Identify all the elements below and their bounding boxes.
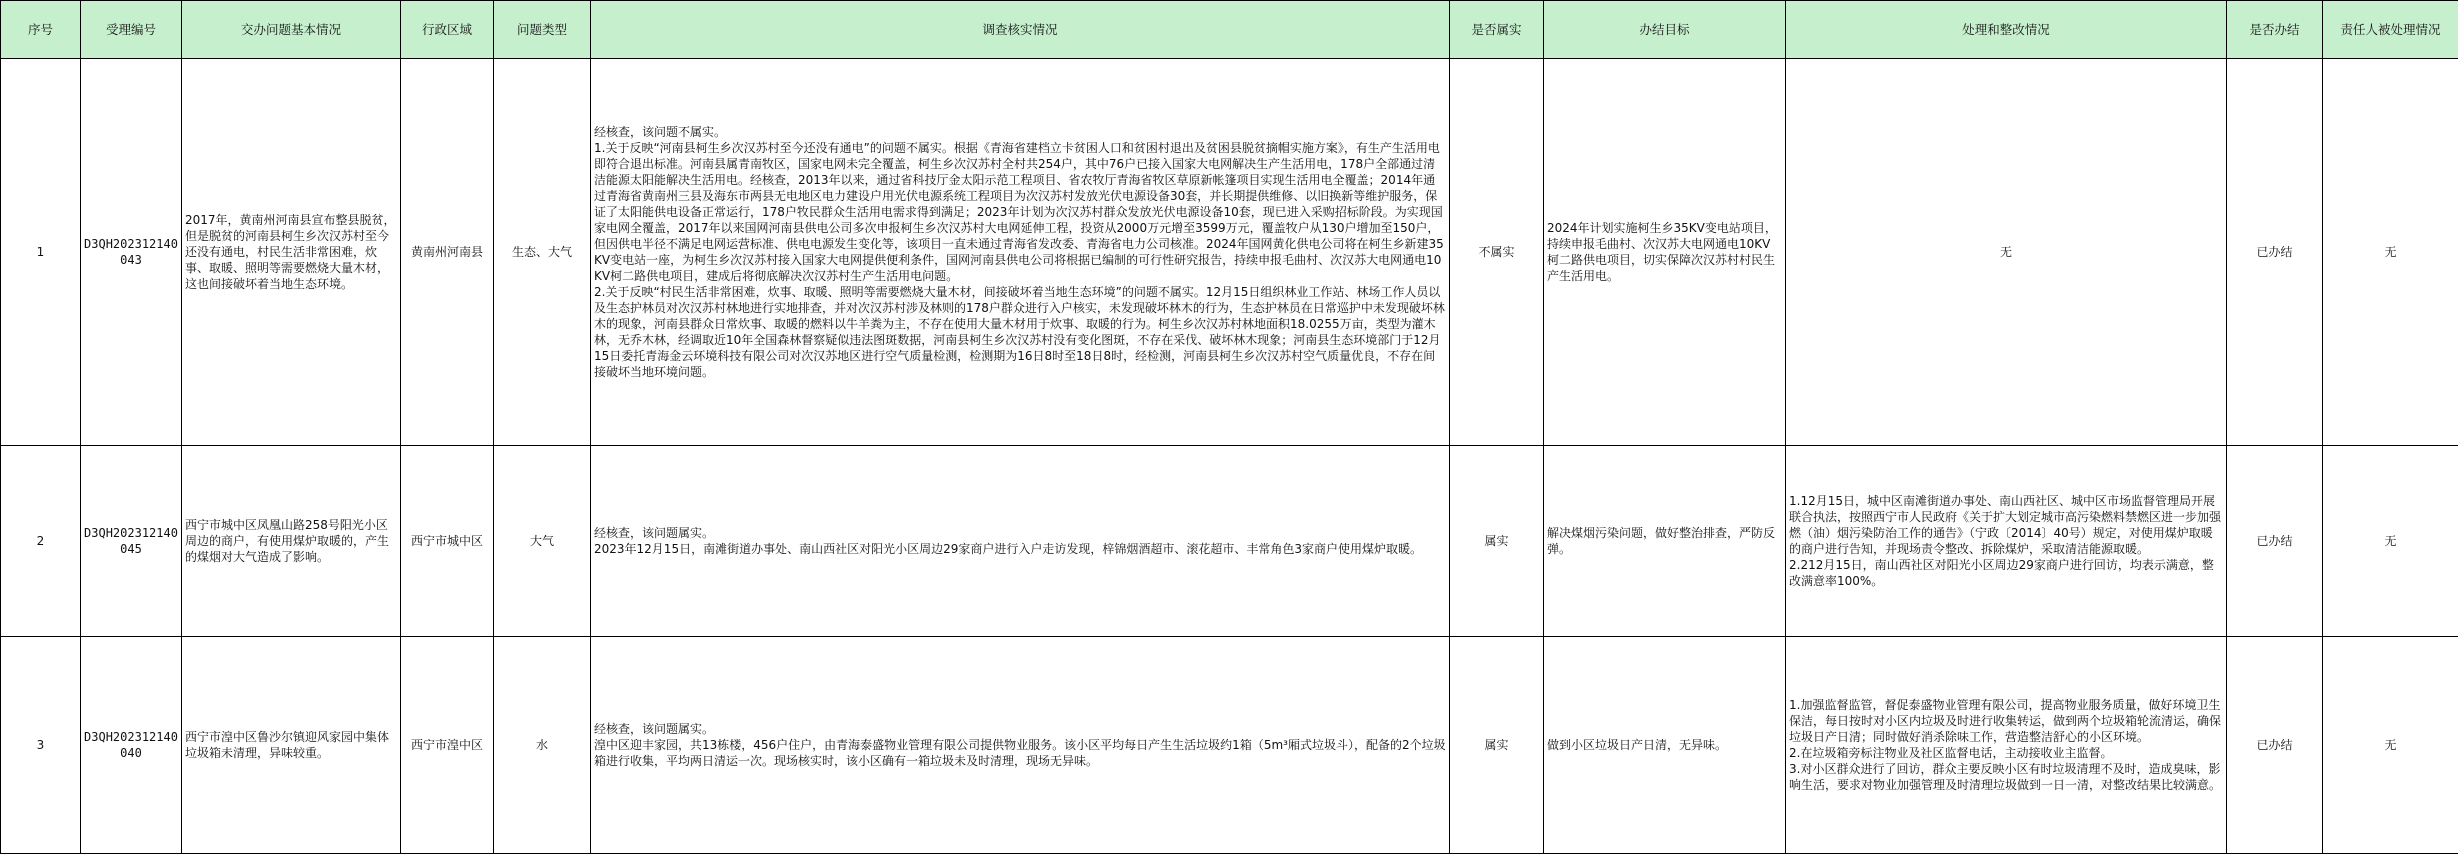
header-region: 行政区域 <box>401 1 494 59</box>
handling-line: 2.在垃圾箱旁标注物业及社区监督电话，主动接收业主监督。 <box>1789 745 2223 761</box>
cell-goal: 2024年计划实施柯生乡35KV变电站项目，持续申报毛曲村、次汉苏大电网通电10KV柯二路供电项目，切实保障次汉苏村村民生产生活用电。 <box>1544 59 1786 446</box>
table-row <box>1 446 2458 637</box>
header-handling: 处理和整改情况 <box>1786 1 2227 59</box>
cell-type: 生态、大气 <box>494 59 591 446</box>
cell-investigation <box>591 637 1450 854</box>
header-id: 受理编号 <box>81 1 182 59</box>
investigation-line: 2023年12月15日，南滩街道办事处、南山西社区对阳光小区周边29家商户进行入户走访发现，梓锦烟酒超市、滚花超市、丰常角色3家商户使用煤炉取暖。 <box>594 541 1446 557</box>
header-done: 是否办结 <box>2227 1 2323 59</box>
cell-issue: 西宁市湟中区鲁沙尔镇迎风家园中集体垃圾箱未清理，异味较重。 <box>182 637 401 854</box>
cell-true: 属实 <box>1450 637 1544 854</box>
cell-goal: 做到小区垃圾日产日清，无异味。 <box>1544 637 1786 854</box>
cell-no: 1 <box>1 59 81 446</box>
cell-punish: 无 <box>2323 59 2458 446</box>
handling-line: 1.12月15日，城中区南滩街道办事处、南山西社区、城中区市场监督管理局开展联合执法，按照西宁市人民政府《关于扩大划定城市高污染燃料禁燃区进一步加强燃（油）烟污染防治工作的通告》（宁政〔2014〕40号）规定，对使用煤炉取暖的商户进行告知，并现场责令整改、拆除煤炉，采取清洁能源取暖。 <box>1789 493 2223 557</box>
header-row <box>1 1 2458 59</box>
investigation-line: 湟中区迎丰家园，共13栋楼，456户住户，由青海泰盛物业管理有限公司提供物业服务。该小区平均每日产生生活垃圾约1箱（5m³厢式垃圾斗），配备的2个垃圾箱进行收集，平均两日清运一次。现场核实时，该小区确有一箱垃圾未及时清理，现场无异味。 <box>594 737 1446 769</box>
investigation-line: 经核查，该问题属实。 <box>594 721 1446 737</box>
cell-investigation <box>591 446 1450 637</box>
header-goal: 办结目标 <box>1544 1 1786 59</box>
header-true: 是否属实 <box>1450 1 1544 59</box>
investigation-line: 2.关于反映“村民生活非常困难，炊事、取暖、照明等需要燃烧大量木材，间接破坏着当地生态环境”的问题不属实。12月15日组织林业工作站、林场工作人员以及生态护林员对次汉苏村林地进行实地排查，并对次汉苏村涉及林则的178户群众进行入户核实，未发现破坏林木的行为，生态护林员在日常巡护中未发现破坏林木的现象，河南县群众日常炊事、取暖的燃料以牛羊粪为主，不存在使用大量木材用于炊事、取暖的行为。柯生乡次汉苏村林地面积18.0255万亩，类型为灌木林，无乔木林，经调取近10年全国森林督察疑似违法图斑数据，河南县柯生乡次汉苏村没有变化图斑，不存在采伐、破坏林木现象；河南县生态环境部门于12月15日委托青海金云环境科技有限公司对次汉苏地区进行空气质量检测，检测期为16日8时至18日8时，经检测，河南县柯生乡次汉苏村空气质量优良，不存在间接破坏当地环境问题。 <box>594 284 1446 380</box>
cell-no: 2 <box>1 446 81 637</box>
cell-region: 黄南州河南县 <box>401 59 494 446</box>
header-issue: 交办问题基本情况 <box>182 1 401 59</box>
cell-region: 西宁市城中区 <box>401 446 494 637</box>
cell-done: 已办结 <box>2227 59 2323 446</box>
investigation-line: 经核查，该问题属实。 <box>594 525 1446 541</box>
cell-issue: 西宁市城中区凤凰山路258号阳光小区周边的商户，有使用煤炉取暖的，产生的煤烟对大气造成了影响。 <box>182 446 401 637</box>
cell-id: D3QH202312140043 <box>81 59 182 446</box>
handling-line: 1.加强监督监管，督促泰盛物业管理有限公司，提高物业服务质量，做好环境卫生保洁，每日按时对小区内垃圾及时进行收集转运，做到两个垃圾箱轮流清运，确保垃圾日产日清；同时做好消杀除味工作，营造整洁舒心的小区环境。 <box>1789 697 2223 745</box>
cell-handling <box>1786 637 2227 854</box>
cell-done: 已办结 <box>2227 637 2323 854</box>
handling-line: 无 <box>1789 244 2223 260</box>
cell-done: 已办结 <box>2227 446 2323 637</box>
cell-type: 大气 <box>494 446 591 637</box>
header-type: 问题类型 <box>494 1 591 59</box>
cell-id: D3QH202312140040 <box>81 637 182 854</box>
cell-investigation <box>591 59 1450 446</box>
header-punish: 责任人被处理情况 <box>2323 1 2458 59</box>
cell-region: 西宁市湟中区 <box>401 637 494 854</box>
investigation-line: 1.关于反映“河南县柯生乡次汉苏村至今还没有通电”的问题不属实。根据《青海省建档立卡贫困人口和贫困村退出及贫困县脱贫摘帽实施方案》，有生产生活用电即符合退出标准。河南县属青南牧区，国家电网未完全覆盖，柯生乡次汉苏村全村共254户，其中76户已接入国家大电网解决生产生活用电，178户全部通过清洁能源太阳能解决生活用电。经核查，2013年以来，通过省科技厅金太阳示范工程项目、省农牧厅青海省牧区草原新帐篷项目实现生活用电全覆盖；2014年通过青海省黄南州三县及海东市两县无电地区电力建设户用光伏电源系统工程项目为次汉苏村发放光伏电源设备30套，并长期提供维修、以旧换新等维护服务，保证了太阳能供电设备正常运行，178户牧民群众生活用电需求得到满足；2023年计划为次汉苏村群众发放光伏电源设备10套，现已进入采购招标阶段。为实现国家电网全覆盖，2017年以来国网河南县供电公司多次申报柯生乡次汉苏村大电网延伸工程，投资从2000万元增至3599万元，覆盖牧户从130户增加至150户，但因供电半径不满足电网运营标准、供电电源发生变化等，该项目一直未通过青海省发改委、青海省电力公司核准。2024年国网黄化供电公司将在柯生乡新建35KV变电站一座，为柯生乡次汉苏村接入国家大电网提供便利条件，国网河南县供电公司将根据已编制的可行性研究报告，持续申报毛曲村、次汉苏大电网通电10KV柯二路供电项目，建成后将彻底解决次汉苏村生产生活用电问题。 <box>594 140 1446 284</box>
cell-no: 3 <box>1 637 81 854</box>
cell-goal: 解决煤烟污染问题，做好整治排查，严防反弹。 <box>1544 446 1786 637</box>
cell-handling <box>1786 59 2227 446</box>
cell-true: 属实 <box>1450 446 1544 637</box>
handling-line: 3.对小区群众进行了回访，群众主要反映小区有时垃圾清理不及时，造成臭味，影响生活，要求对物业加强管理及时清理垃圾做到一日一清，对整改结果比较满意。 <box>1789 761 2223 793</box>
investigation-line: 经核查，该问题不属实。 <box>594 124 1446 140</box>
header-investigation: 调查核实情况 <box>591 1 1450 59</box>
cell-punish: 无 <box>2323 446 2458 637</box>
cell-type: 水 <box>494 637 591 854</box>
table-row <box>1 637 2458 854</box>
cell-id: D3QH202312140045 <box>81 446 182 637</box>
header-no: 序号 <box>1 1 81 59</box>
handling-line: 2.212月15日，南山西社区对阳光小区周边29家商户进行回访，均表示满意，整改满意率100%。 <box>1789 557 2223 589</box>
cell-punish: 无 <box>2323 637 2458 854</box>
table-row <box>1 59 2458 446</box>
cell-issue: 2017年，黄南州河南县宣布整县脱贫，但是脱贫的河南县柯生乡次汉苏村至今还没有通电，村民生活非常困难，炊事、取暖、照明等需要燃烧大量木材，这也间接破坏着当地生态环境。 <box>182 59 401 446</box>
cell-true: 不属实 <box>1450 59 1544 446</box>
cell-handling <box>1786 446 2227 637</box>
